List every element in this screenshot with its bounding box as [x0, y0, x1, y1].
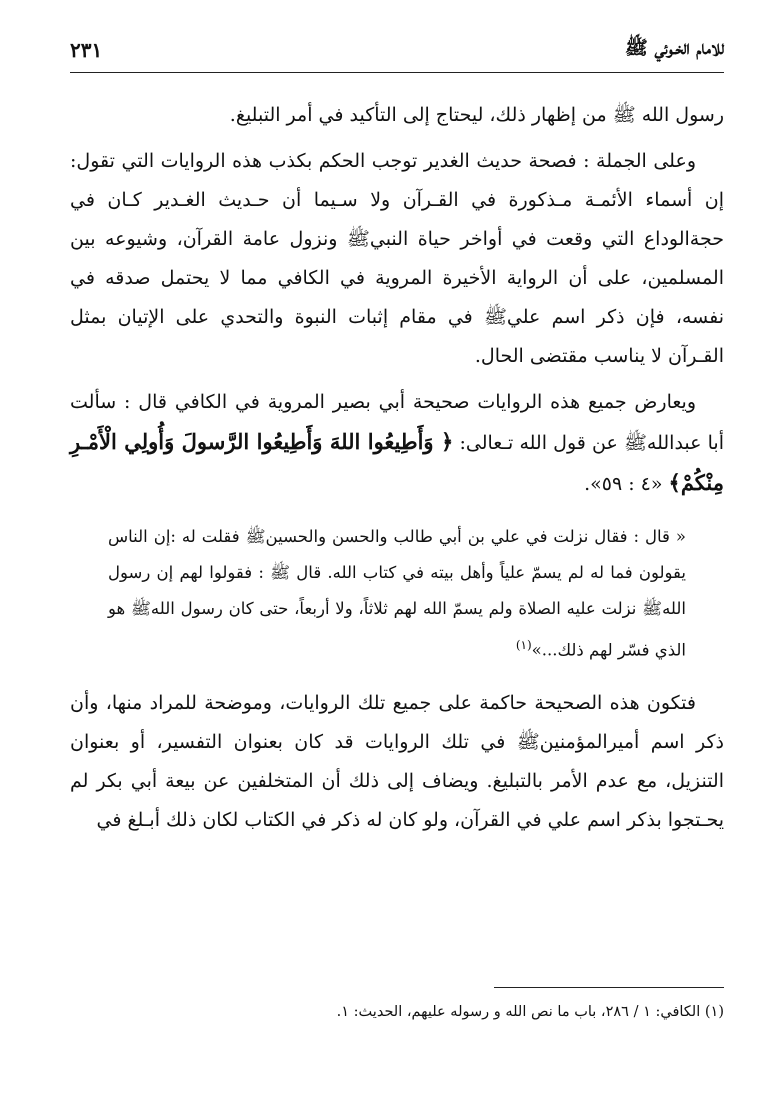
header-rule — [70, 72, 724, 73]
quran-verse: ﴿ وَأَطِيعُوا اللهَ وَأَطِيعُوا الرَّسولَ وَأُولِي الْأَمْـرِ مِنْكُمْ﴾ — [70, 429, 724, 495]
footnote-rule — [494, 987, 724, 988]
hadith-quote-text: « قال : فقال نزلت في علي بن أبي طالب والحسن والحسينﷺ فقلت له :إن الناس يقولون فما له لم يسمّ علياً وأهل بيته في كتاب الله. قال ﷺ : فقولوا لهم إن رسول اللهﷺ نزلت عليه الصلاة ولم يسمّ الله لهم ثلاثاً، ولا أربعاً، حتى كان رسول اللهﷺ هو الذي فسّر لهم ذلك...» — [108, 527, 686, 660]
paragraph-4: فتكون هذه الصحيحة حاكمة على جميع تلك الروايات، وموضحة للمراد منها، وأن ذكر اسم أميرالمؤمنينﷺ في تلك الروايات قد كان بعنوان التفسير، أو بعنوان التنزيل، مع عدم الأمر بالتبليغ. ويضاف إلى ذلك أن المتخلفين عن بيعة أبي بكر لم يحـتجوا بذكر اسم علي في القرآن، ولو كان له ذكر في الكتاب لكان ذلك أبـلغ في — [70, 691, 724, 831]
footnote: (١) الكافي: ١ / ٢٨٦، باب ما نص الله و رسوله عليهم، الحديث: ١. — [336, 1004, 724, 1020]
main-text — [70, 96, 724, 847]
paragraph-2: وعلى الجملة : فصحة حديث الغدير توجب الحكم بكذب هذه الروايات التي تقول: إن أسماء الأئمـة مـذكورة في القـرآن ولا سـيما أن حـديث الغـدير كـان في حجةالوداع التي وقعت في أواخر حياة النبيﷺ ونزول عامة القرآن، وشيوعه بين المسلمين، على أن الرواية الأخيرة المروية في الكافي مما لا يحتمل صدقه في نفسه، فإن ذكر اسم عليﷺ في مقام إثبات النبوة والتحدي على الإتيان بمثل القـرآن لا يناسب مقتضى الحال. — [70, 150, 724, 367]
running-title: للامام الخـوئي ﷺ — [624, 37, 724, 59]
hadith-quote — [108, 519, 686, 669]
paragraph-3 — [70, 383, 724, 504]
footnote-marker: (١) — [515, 638, 532, 652]
page-number: ٢٣١ — [70, 38, 103, 62]
paragraph-3-lead: ويعارض جميع هذه الروايات صحيحة أبي بصير المروية في الكافي قال : سألت أبا عبداللهﷺ عن قول الله تـعالى: — [70, 391, 724, 454]
paragraph-1: رسول الله ﷺ من إظهار ذلك، ليحتاج إلى التأكيد في أمر التبليغ. — [229, 104, 724, 126]
page-header — [70, 30, 724, 70]
verse-reference: «٤ : ٥٩». — [584, 473, 663, 495]
